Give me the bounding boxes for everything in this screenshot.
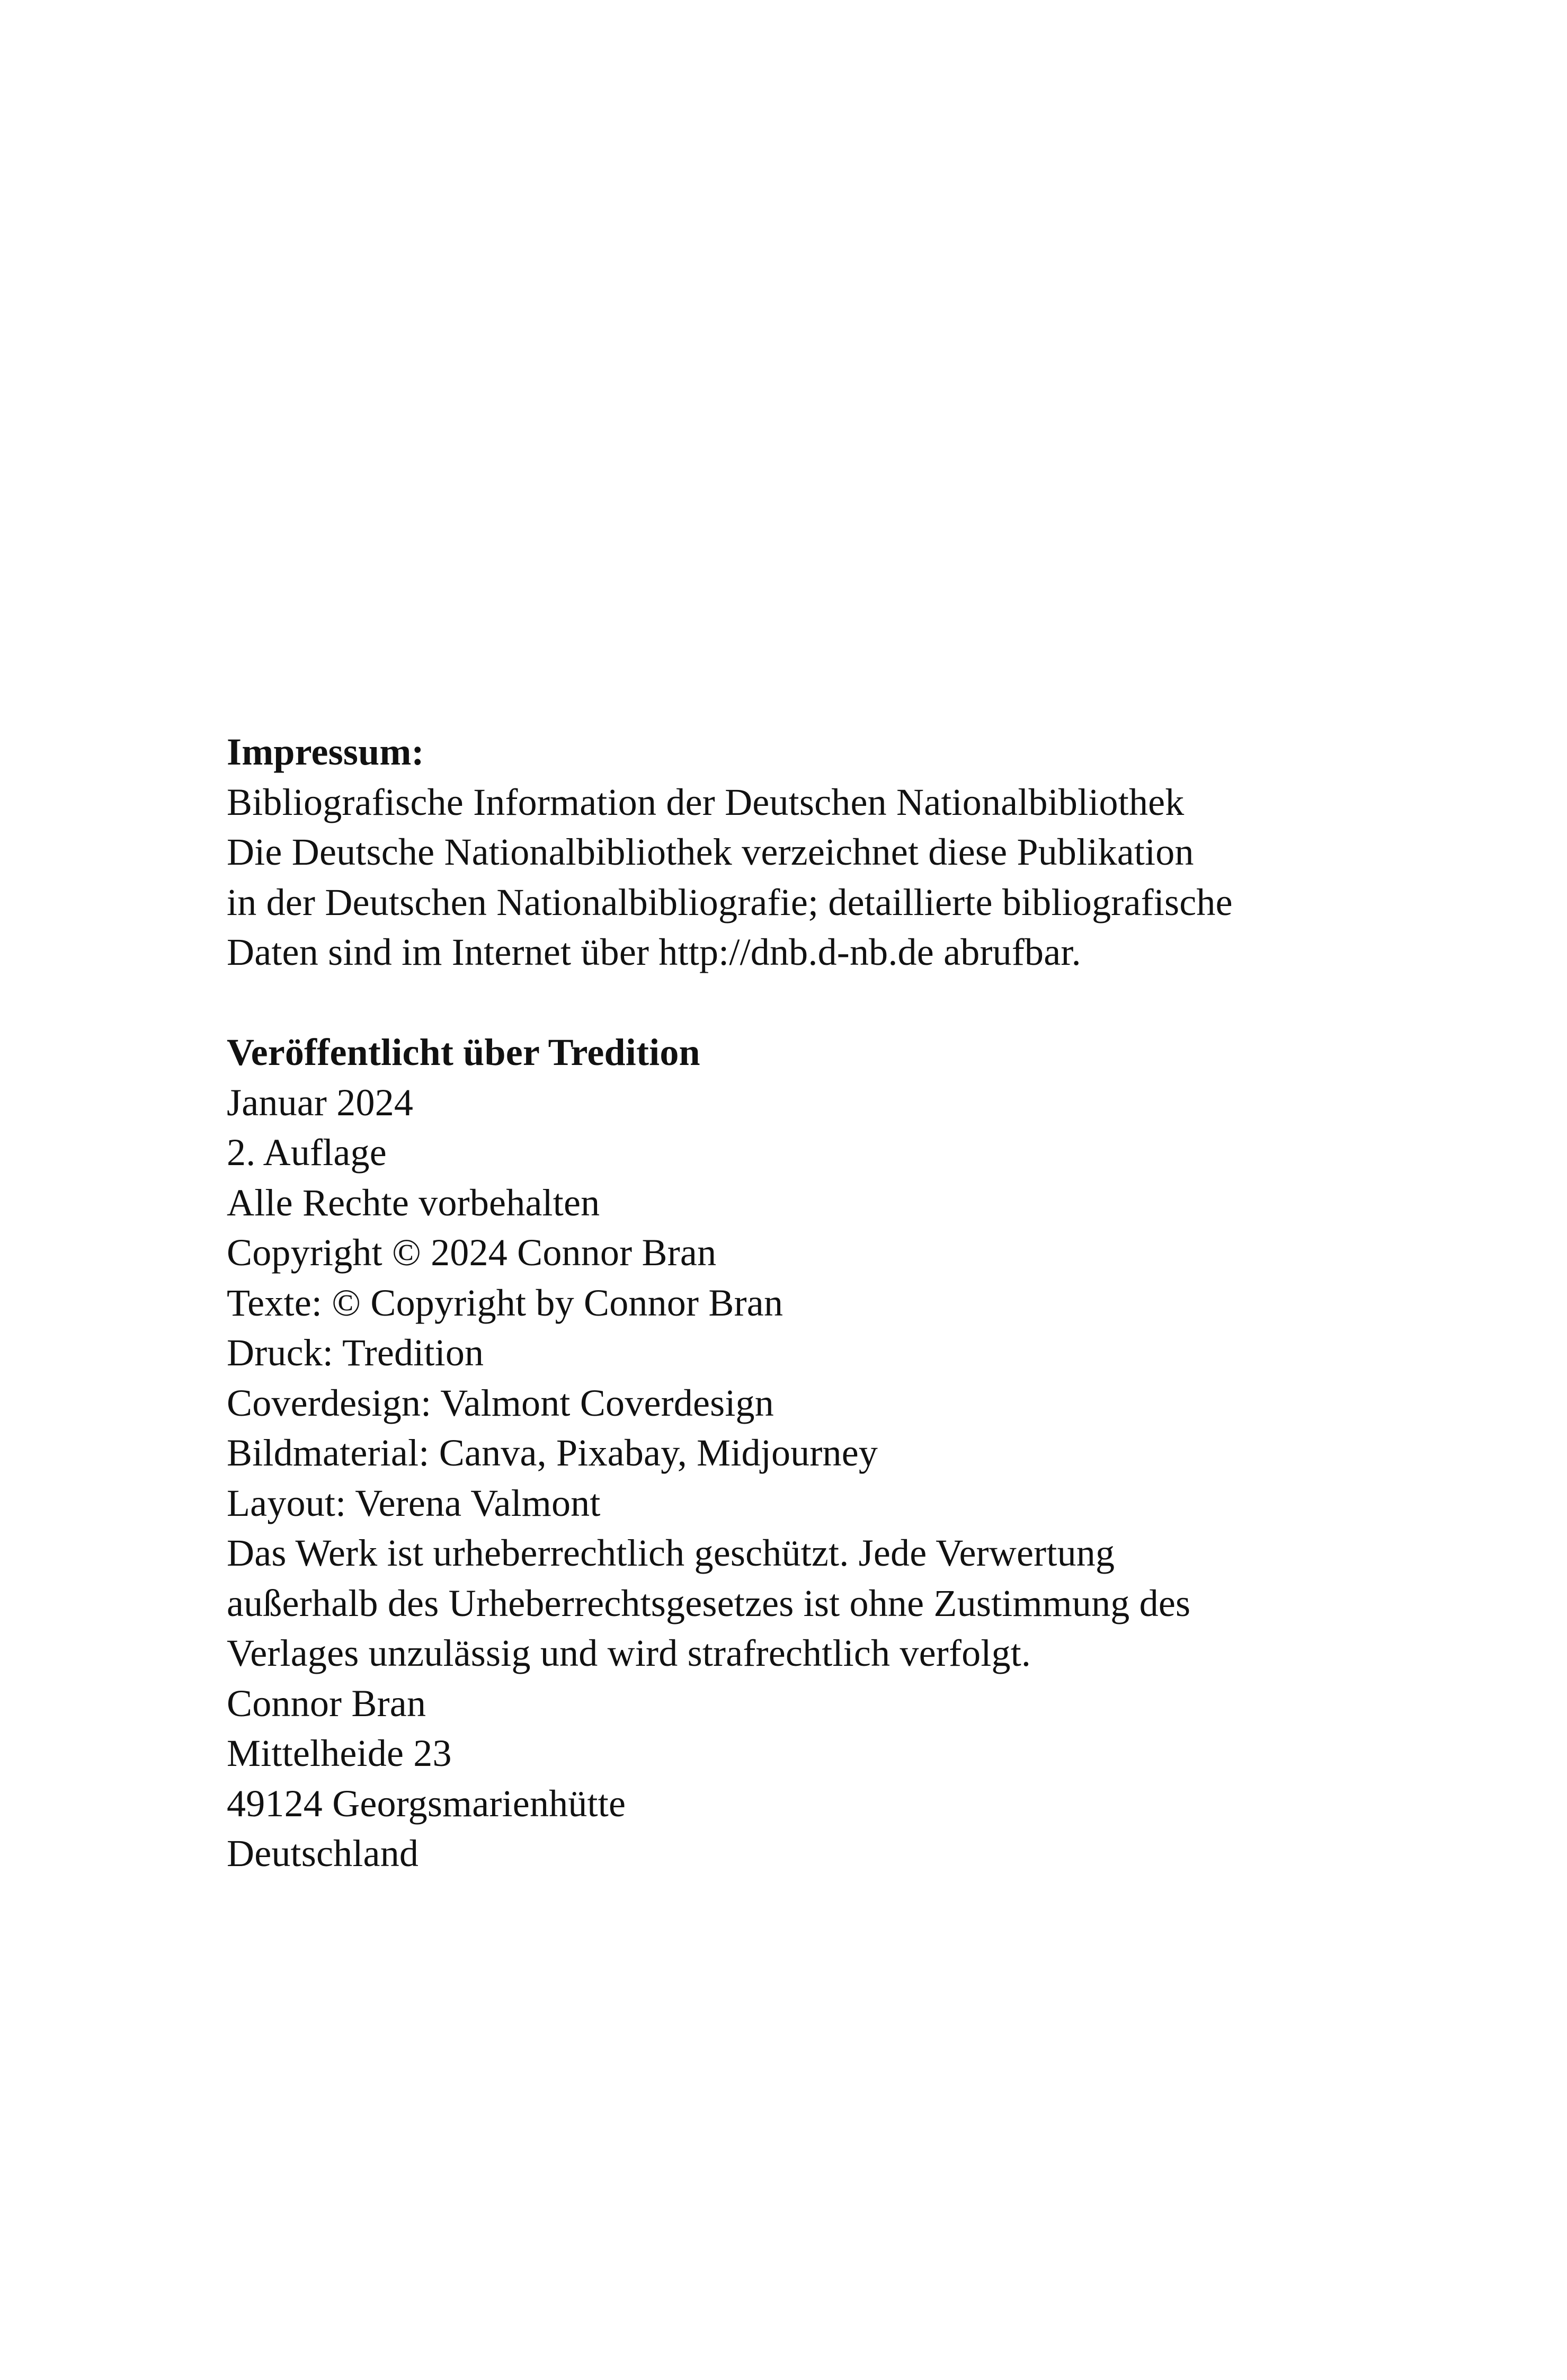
section-spacer (227, 978, 1445, 1028)
impressum-line-library-info: Bibliografische Information der Deutschen Nationalbibliothek (227, 780, 1185, 823)
impressum-line-registration: Die Deutsche Nationalbibliothek verzeichnet diese Publikation (227, 831, 1194, 873)
publication-date: Januar 2024 (227, 1081, 414, 1124)
legal-notice-line-3: Verlages unzulässig und wird strafrechtlich verfolgt. (227, 1632, 1031, 1674)
imprint-block (227, 727, 1445, 1879)
layout-line: Layout: Verena Valmont (227, 1481, 601, 1524)
legal-notice-line-1: Das Werk ist urheberrechtlich geschützt. Jede Verwertung (227, 1532, 1115, 1574)
legal-notice-line-2: außerhalb des Urheberrechtsgesetzes ist ohne Zustimmung des (227, 1582, 1191, 1624)
impressum-line-bibliography: in der Deutschen Nationalbibliografie; detaillierte bibliografische (227, 881, 1233, 923)
cover-design-line: Coverdesign: Valmont Coverdesign (227, 1381, 774, 1424)
rights-reserved: Alle Rechte vorbehalten (227, 1181, 600, 1224)
author-name: Connor Bran (227, 1682, 426, 1725)
impressum-line-internet: Daten sind im Internet über http://dnb.d-nb.de abrufbar. (227, 931, 1081, 973)
copyright-line: Copyright © 2024 Connor Bran (227, 1231, 717, 1274)
text-copyright-line: Texte: © Copyright by Connor Bran (227, 1281, 784, 1324)
print-line: Druck: Tredition (227, 1331, 484, 1374)
publication-heading: Veröffentlicht über Tredition (227, 1031, 700, 1073)
address-street: Mittelheide 23 (227, 1732, 452, 1774)
impressum-heading: Impressum: (227, 731, 424, 773)
edition: 2. Auflage (227, 1131, 387, 1174)
image-material-line: Bildmaterial: Canva, Pixabay, Midjourney (227, 1432, 878, 1474)
address-country: Deutschland (227, 1832, 419, 1875)
address-city: 49124 Georgsmarienhütte (227, 1782, 626, 1825)
